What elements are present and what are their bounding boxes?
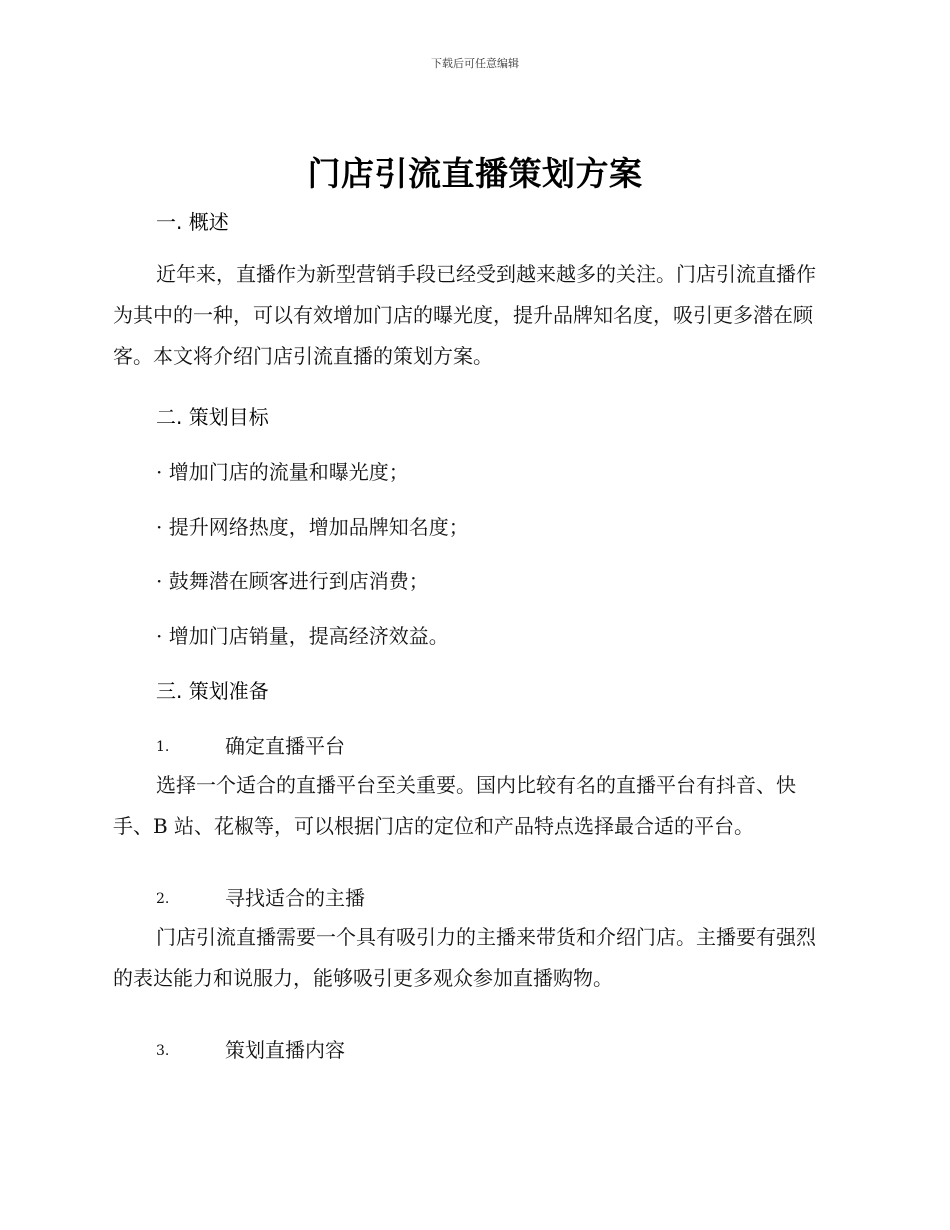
step-paragraph: 门店引流直播需要一个具有吸引力的主播来带货和介绍门店。主播要有强烈的表达能力和说服力，能够吸引更多观众参加直播购物。: [113, 925, 816, 990]
step-heading: [156, 882, 365, 911]
step-number: 1.: [156, 739, 170, 755]
step-paragraph: 选择一个适合的直播平台至关重要。国内比较有名的直播平台有抖音、快手、B 站、花椒等，可以根据门店的定位和产品特点选择最合适的平台。: [113, 773, 796, 838]
section-heading-overview: 一. 概述: [156, 210, 229, 234]
goal-item: · 增加门店的流量和曝光度；: [156, 460, 409, 484]
overview-paragraph: 近年来，直播作为新型营销手段已经受到越来越多的关注。门店引流直播作为其中的一种，可以有效增加门店的曝光度，提升品牌知名度，吸引更多潜在顾客。本文将介绍门店引流直播的策划方案。: [113, 262, 816, 368]
goal-item: · 提升网络热度，增加品牌知名度；: [156, 515, 469, 539]
header-note: 下载后可任意编辑: [431, 57, 519, 70]
section-heading-goals: 二. 策划目标: [156, 405, 269, 429]
step-heading: [156, 730, 345, 759]
goal-item: · 增加门店销量，提高经济效益。: [156, 624, 449, 648]
step-heading: [156, 1034, 345, 1063]
step-title: 策划直播内容: [225, 1038, 345, 1062]
step-title: 寻找适合的主播: [225, 886, 365, 910]
step-title: 确定直播平台: [225, 734, 345, 758]
document-title: 门店引流直播策划方案: [307, 154, 643, 193]
step-number: 2.: [156, 891, 170, 907]
step-number: 3.: [156, 1043, 170, 1059]
goal-item: · 鼓舞潜在顾客进行到店消费；: [156, 569, 429, 593]
section-heading-preparation: 三. 策划准备: [156, 679, 269, 703]
